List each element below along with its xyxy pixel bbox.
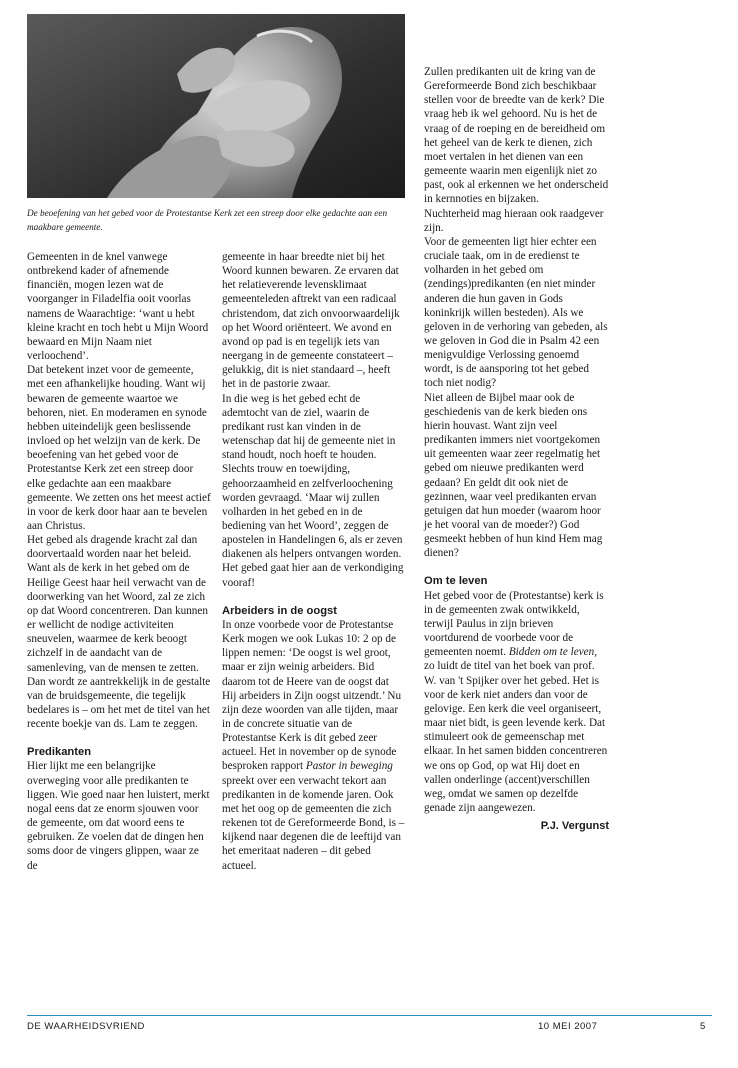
paragraph: Dat betekent inzet voor de gemeente, met een afhankelijke houding. Want wij bewaren de gemeente waartoe we behoren, niet. En moderamen en synode hebben uiteindelijk geen beslissende invloed op het welzijn van de kerk. De beoefening van het gebed voor de Protestantse Kerk zet een streep door elke gedachte aan een maakbare gemeente. We zetten ons het meest actief in voor de kerk door haar aan te bevelen aan Christus.	[27, 364, 211, 532]
paragraph: Het gebed voor de (Protestantse) kerk is in de gemeenten zwak ontwikkeld, terwijl Paulus in zijn brieven voortdurend de voorbede voor de gemeenten noemt. Bidden om te leven, zo luidt de titel van het boek van prof. W. van 't Spijker over het gebed. Het is voor de kerk niet anders dan voor de gelovige. Een kerk die veel organiseert, maar niet bidt, is geen levende kerk. Dat stimuleert ook de gemeenschap met elkaar. In het samen bidden concentreren we ons op God, op wat Hij doet en vallen onderlinge (accent)verschillen weg, omdat we samen op dezelfde genade zijn aangewezen.	[424, 589, 608, 814]
paragraph: gemeente in haar breedte niet bij het Woord kunnen bewaren. Ze ervaren dat het relatieverende levensklimaat gemeenteleden aftrekt van een radicaal christendom, dat zich onvoorwaardelijk op het Woord oriënteert. We avond en avond op pad is en tegelijk iets van neergang in de gemeente constateert – gelukkig, dit is niet standaard –, heeft het in de pastorie zwaar.	[222, 251, 400, 391]
section-heading-arbeiders: Arbeiders in de oogst	[222, 604, 337, 617]
hands-illustration	[27, 14, 405, 198]
paragraph: In onze voorbede voor de Protestantse Kerk mogen we ook Lukas 10: 2 op de lippen nemen: ‘De oogst is wel groot, maar er zijn weinig arbeiders. Bid daarom tot de Heere van de oogst dat Hij arbeiders in Zijn oogst uitzendt.’ Nu zijn deze woorden van alle tijden, maar in de concrete situatie van de Protestantse Kerk is dit gebed zeer actueel. Het in november op de synode besproken rapport Pastor in beweging spreekt over een verwacht tekort aan predikanten in de komende jaren. Ook met het oog op de gemeenten die zich rekenen tot de Gereformeerde Bond, is – kijkend naar degenen die de leeftijd van het emeritaat naderen – dit gebed actueel.	[222, 618, 405, 872]
paragraph: Zullen predikanten uit de kring van de Gereformeerde Bond zich beschikbaar stellen voor de breedte van de kerk? Die vraag heb ik wel gehoord. Nu is het de vraag of de roeping en de bereidheid om het geheel van de kerk te dienen, zich moet vertalen in het dienen van een gemeente waarin men eigenlijk niet zo past, ook al erkennen we het onderscheid in kernnoties en bijzaken.	[424, 66, 609, 206]
paragraph: Nuchterheid mag hieraan ook raadgever zijn.	[424, 207, 604, 234]
book-title: Bidden om te leven,	[508, 646, 598, 659]
footer-divider	[27, 1015, 712, 1016]
article-column-1	[27, 250, 211, 873]
paragraph: Voor de gemeenten ligt hier echter een cruciale taak, om in de eredienst te volharden in het gebed om (zendings)predikanten (en niet minder anderen die hun gaven in Gods koninkrijk willen besteden). Als we geloven in de verhoring van gebeden, als we geloven in God die in Psalm 42 een menigvuldige Verlossing genoemd wordt, is de aansporing tot het gebed toch niet nodig?	[424, 235, 608, 390]
section-heading-predikanten: Predikanten	[27, 746, 92, 759]
publication-name: DE WAARHEIDSVRIEND	[27, 1021, 145, 1032]
section-heading-om-te-leven: Om te leven	[424, 575, 488, 588]
paragraph: Het gebed als dragende kracht zal dan doorvertaald worden naar het beleid. Want als de kerk in het gebed om de Heilige Geest haar heil verwacht van de doorwerking van het Woord, zal ze zich op dat Woord concentreren. Dan kunnen er wellicht de nodige activiteiten sneuvelen, waarmee de kerk beoogt zichzelf in de aandacht van de samenleving, van de mensen te zetten. Dan wordt ze aantrekkelijk in de gestalte van de bruidsgemeente, die tegelijk bedelares is – om het met de titel van het recente boekje van ds. Lam te zeggen.	[27, 534, 211, 731]
paragraph: In die weg is het gebed echt de ademtocht van de ziel, waarin de predikant rust kan vinden in de wetenschap dat hij de gemeente niet in stand houdt, noch hoeft te houden. Slechts trouw en toewijding, gehoorzaamheid en zelfverloochening worden gevraagd. ‘Maar wij zullen volharden in het gebed en in de bediening van het Woord’, zeggen de apostelen in Handelingen 6, als er zeven diakenen als helpers ontvangen worden. Het gebed gaat hier aan de verkondiging vooraf!	[222, 392, 404, 589]
paragraph: Gemeenten in de knel vanwege ontbrekend kader of afnemende financiën, mogen lezen wat de voorganger in Filadelfia ooit voorlas namens de Waarachtige: ‘want u hebt kleine kracht en toch hebt u Mijn Woord bewaard en Mijn Naam niet verloochend’.	[27, 251, 209, 363]
paragraph: Hier lijkt me een belangrijke overweging voor alle predikanten te liggen. Wie goed naar hen luistert, merkt nogal eens dat ze enorm sjouwen voor de gemeente, om dat woord eens te gebruiken. Ze voelen dat de dingen hen soms door de vingers glippen, waar ze de	[27, 760, 210, 872]
author-signature: P.J. Vergunst	[540, 820, 609, 833]
paragraph: Niet alleen de Bijbel maar ook de geschiedenis van de kerk bieden ons hierin houvast. Want zijn veel predikanten immers niet voortgekomen uit gemeenten waar zeer regelmatig het gebed om nieuwe predikanten werd gedaan? En geldt dit ook niet de gezinnen, waar veel predikanten ervan getuigen dat hun moeder (waarom hoor je het vooral van de moeder?) God gesmeekt hebben of hun kind Hem mag dienen?	[424, 391, 603, 560]
photo-caption: De beoefening van het gebed voor de Protestantse Kerk zet een streep door elke gedachte aan een maakbare gemeente.	[27, 208, 388, 232]
page-number: 5	[700, 1021, 706, 1032]
article-column-3	[424, 65, 609, 833]
report-title: Pastor in beweging	[305, 760, 393, 773]
article-column-2	[222, 250, 405, 873]
praying-hands-photo	[27, 14, 405, 198]
issue-date: 10 MEI 2007	[538, 1021, 598, 1032]
